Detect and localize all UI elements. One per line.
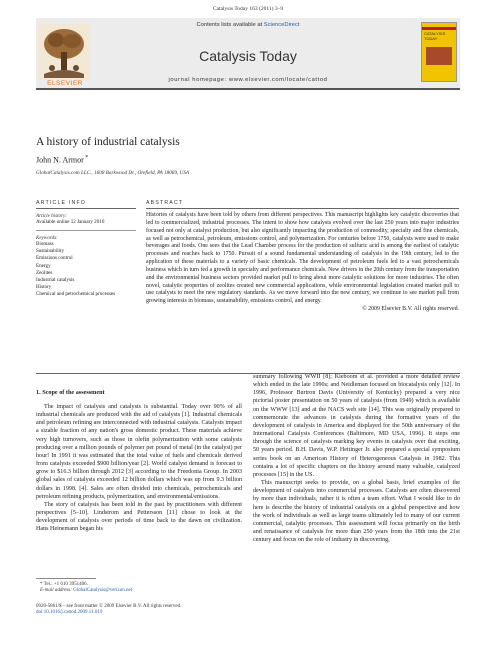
email-label: E-mail address:	[40, 588, 74, 594]
keyword-item: Biomass	[36, 241, 54, 247]
running-head: Catalysis Today 163 (2011) 3–9	[212, 6, 284, 12]
publisher-name: ELSEVIER	[47, 80, 83, 87]
body-paragraph: summary following WWII [8]; Kieboom et al. provided a more detailed review which ended in the late 1990s; and Neidleman focused on biocatalysis only [12]. In 1996, Professor Burtron Davis (University of Kentucky) prepared a very nice pictorial poster presentation on 50 years of catalysis (from 1949) which is available on the WWW [13] and at the NACS web site [14]. This was originally prepared to commemorate the advances in catalysis during the formative years of the development of catalysis in America and displayed for the 50th anniversary of the International Catalysis Conferences (Baltimore, MD USA, 1996). It steps one through the science of catalysis marking key events in catalysis over that exciting, 50 years period. B.H. Davis, W.P. Hettinger Jr. also prepared a special symposium series book on an American History of Heterogeneous Catalysis in 1982. This contains a lot of specific chapters on the history around many valuable, catalyzed processes [15] in the US.	[253, 374, 460, 478]
keyword-item: Industrial catalysis	[36, 277, 75, 284]
article-info-divider	[36, 230, 136, 231]
article-history-label: Article history:	[36, 213, 67, 219]
footnote-email-line	[40, 588, 132, 594]
keyword-item: Zeolites	[36, 269, 53, 276]
cover-stripe	[422, 27, 456, 30]
bottom-info	[36, 604, 181, 617]
issn-line: 0920-5861/$ – see front matter © 2009 Elsevier B.V. All rights reserved.	[36, 604, 182, 609]
footnote-phone: * Tel.: +1 610 3951406.	[40, 582, 88, 587]
body-paragraph: The impact of catalysis and catalysts is substantial. Today over 90% of all industrial chemicals are produced with the aid of catalysts [1]. Industrial chemicals and petroleum refining are interconnected with industrial catalysts. Catalysts impact a sizable fraction of any nation's gross domestic product. These materials achieve very high turnovers, such as those in olefin polymerization with some catalysts producing over a million pounds of polymer per pound of metal (in the catalyst) per hour! In 1991 it was estimated that the total value of fuels and chemicals derived from catalysts exceeded $900 billion/year [2]. World catalyst demand is forecast to grow to $16.3 billion through 2012 [3] according to the Freedonia Group. In 2003 global sales of catalysts exceeded 12 billion dollars which was up from 9.3 billion dollars in 1998. [4]. Sales are often divided into chemicals, petrochemicals and petroleum refining products, polymerization, and environmental/emissions.	[36, 404, 242, 500]
elsevier-tree-logo	[38, 24, 90, 80]
section-1-title: 1. Scope of the assessment	[36, 389, 105, 396]
footnote-rule	[36, 578, 96, 579]
footnote	[40, 582, 132, 595]
journal-cover-thumbnail	[421, 22, 457, 82]
article-info-rule	[36, 208, 136, 209]
keyword-item: Emissions control	[36, 255, 73, 262]
keyword-item: Chemical and petrochemical processes	[36, 291, 116, 298]
abstract-text: Histories of catalysis have been told by others from different perspectives. This manuscript highlights key catalytic discoveries that led to commercialized, industrial processes. The intent to show how catalysts evolved over the last 250 years into major industries focused not only at catalyst production, but also significantly impacting the production of commodity, specialty and fine chemicals, as well as petrochemical, petroleum, emissions control, and polymerization. For centuries before 1750, catalysts were used to make beverages and foods. One sees that the Lead Chamber process for the production of sulfuric acid is among the earliest of catalytic processes and reaches back to 1750. Pursuit of a sound fundamental understanding of catalysis in the 19th century, led to the application of these materials to a variety of basic chemicals. The development of petroleum fuels led to a vast petrochemicals business which in turn fed a growth in specialty and performance chemicals. New drivers in the 20th century from the transportation and the environmental business sectors provided market pull to bring about more catalytic solutions for more industries. The often novel, catalytic properties of zeolites created new commercial applications, while environmental legislation created market pull to use catalysts to meet the new regulatory standards. As we move forward into the new century, we continue to see market pull from growing interests in biomass, sustainability, emissions control, and energy.	[146, 212, 459, 305]
abstract-rule	[146, 208, 459, 209]
article-history-value: Available online 12 January 2010	[36, 219, 105, 225]
author-affiliation: GlobalCatalysis.com LLC., 1608 Barkwood Dr., Orefield, PA 18069, USA	[36, 170, 190, 176]
author-name: John N. Armor	[36, 155, 84, 165]
article-title: A history of industrial catalysis	[36, 136, 180, 148]
keyword-item: Energy	[36, 262, 51, 269]
keywords-list	[36, 241, 115, 299]
cover-image	[426, 47, 452, 65]
sciencedirect-link[interactable]: ScienceDirect	[263, 22, 300, 28]
body-paragraph: The story of catalysis has been told in the past by practitioners with different perspectives [5–10]. Lindstrom and Pettersson [11] chose to look at the development of catalysis over periods of time back to the dawn on civilization. Hans Heinemann began his	[36, 501, 242, 533]
doi-link[interactable]: doi:10.1016/j.cattod.2009.11.019	[36, 610, 103, 616]
abstract-heading: ABSTRACT	[146, 200, 184, 206]
abstract-copyright: © 2009 Elsevier B.V. All rights reserved.	[362, 306, 459, 313]
homepage-link[interactable]: www.elsevier.com/locate/cattod	[228, 77, 328, 83]
keyword-item: History	[36, 284, 52, 291]
cover-title: CATALYSIS TODAY	[424, 31, 446, 41]
email-link[interactable]: GlobalCatalysis@verizon.net	[73, 588, 133, 594]
keyword-item: Sustainability	[36, 248, 65, 255]
masthead-rule	[36, 88, 460, 90]
homepage-prefix: journal homepage:	[168, 77, 229, 83]
body-paragraph: This manuscript seeks to provide, on a global basis, brief examples of the development of catalysts into commercial processes. Catalysts are often discovered by more than individuals, rather it is often a team effort. What I would like to do here is describe the history of industrial catalysis on a global perspective and how the work of individuals as well as large teams ultimately led to many of our current commercial, catalytic processes. This assessment will focus primarily on the birth and renaissance of catalysis for more than 250 years from the 18th into the 21st century and focus on the role of industry in discovering,	[253, 480, 460, 544]
abstract-block	[146, 212, 459, 314]
author-footnote-mark[interactable]: *	[83, 155, 89, 161]
body-right-column	[253, 373, 460, 544]
body-left-column	[36, 403, 242, 534]
author-line	[36, 155, 88, 165]
keywords-label: Keywords:	[36, 235, 58, 241]
contents-prefix: Contents lists available at	[196, 22, 264, 28]
article-info-heading: ARTICLE INFO	[36, 200, 87, 206]
journal-title: Catalysis Today	[199, 48, 297, 64]
